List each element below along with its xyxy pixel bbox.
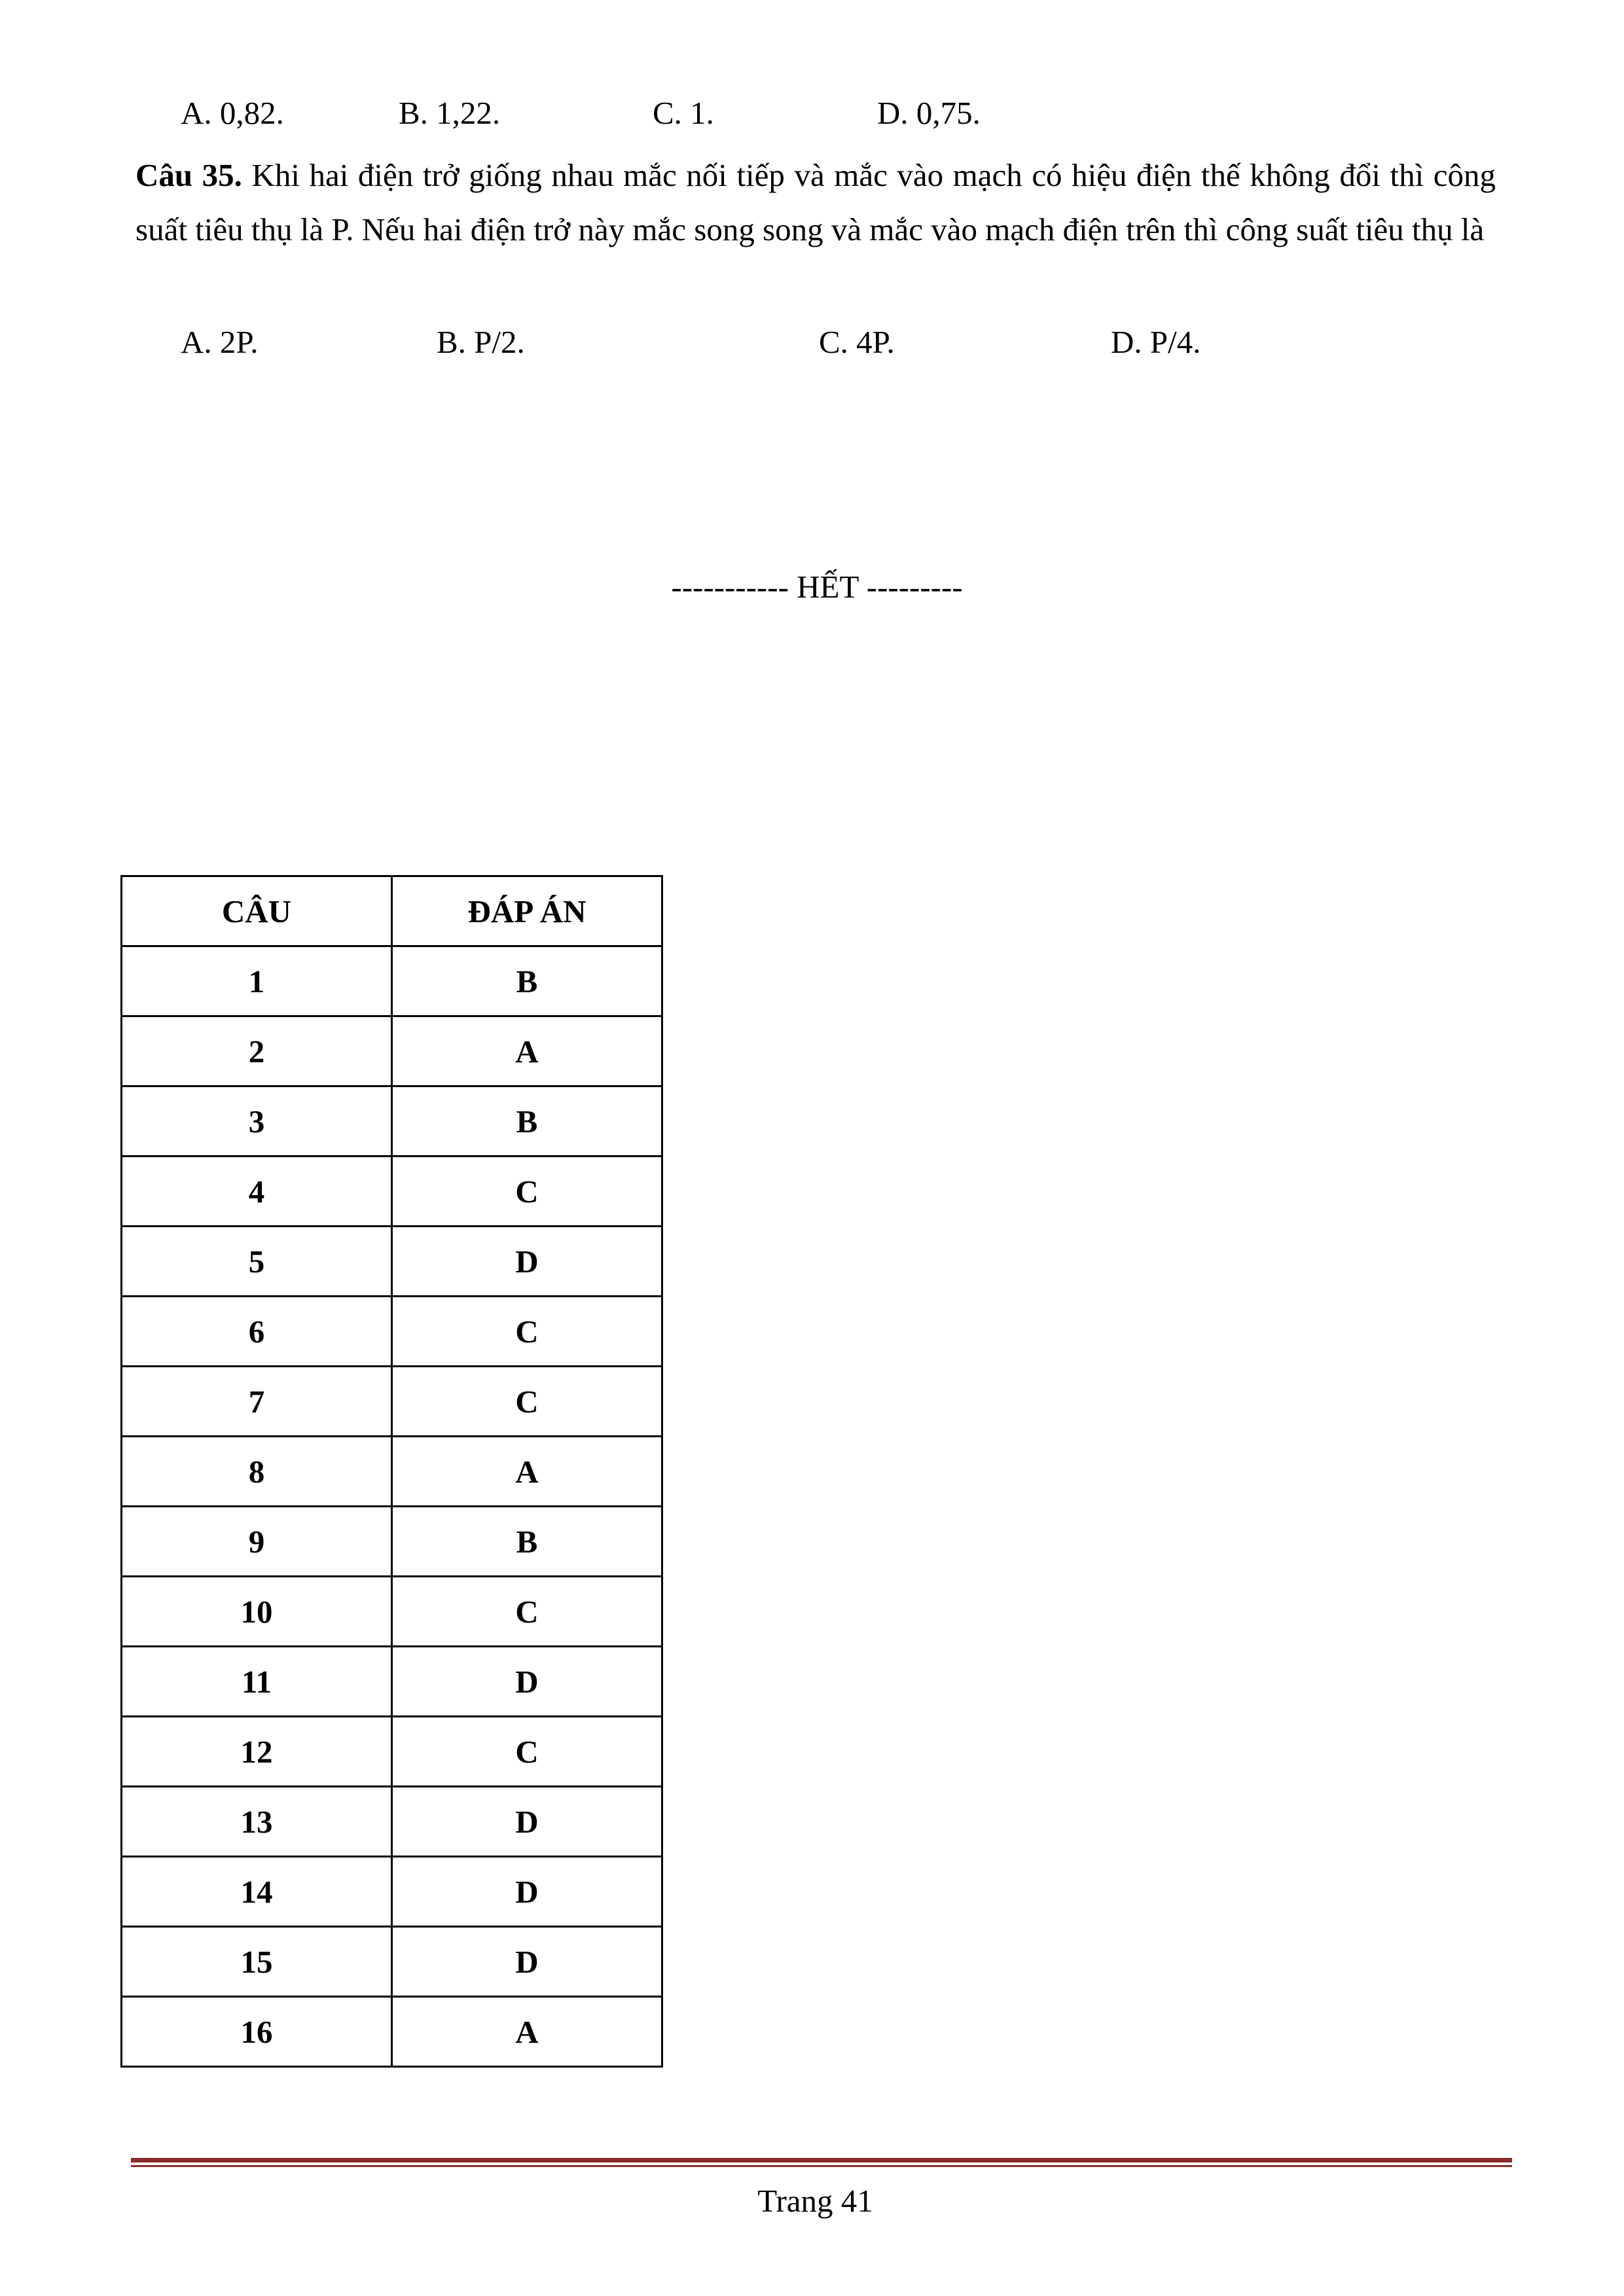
question-number: 4 xyxy=(122,1157,392,1227)
table-row xyxy=(122,1016,662,1086)
question-number: 12 xyxy=(122,1717,392,1787)
question-number: 13 xyxy=(122,1787,392,1857)
question-number: 15 xyxy=(122,1927,392,1997)
q35-option-d: D. P/4. xyxy=(1111,324,1201,360)
question-35-text: Khi hai điện trở giống nhau mắc nối tiếp và mắc vào mạch có hiệu điện thế không đổi thì công suất tiêu thụ là P. Nếu hai điện trở này mắc song song và mắc vào mạch điện trên thì công suất tiêu thụ là xyxy=(135,157,1496,247)
answer-letter: A xyxy=(392,1016,662,1086)
question-number: 9 xyxy=(122,1507,392,1577)
prev-option-b: B. 1,22. xyxy=(399,95,501,131)
answer-letter: D xyxy=(392,1787,662,1857)
table-row xyxy=(122,1857,662,1927)
answer-letter: C xyxy=(392,1577,662,1647)
q35-option-a: A. 2P. xyxy=(181,324,259,360)
question-number: 10 xyxy=(122,1577,392,1647)
answer-letter: D xyxy=(392,1927,662,1997)
table-row xyxy=(122,1717,662,1787)
prev-option-d: D. 0,75. xyxy=(877,95,981,131)
table-row xyxy=(122,1157,662,1227)
question-number: 8 xyxy=(122,1437,392,1507)
table-row xyxy=(122,1997,662,2067)
table-row xyxy=(122,1437,662,1507)
table-row xyxy=(122,1367,662,1437)
header-question: CÂU xyxy=(122,876,392,946)
answer-letter: C xyxy=(392,1157,662,1227)
page-number: Trang 41 xyxy=(757,2183,873,2219)
footer-divider xyxy=(131,2158,1512,2168)
question-number: 2 xyxy=(122,1016,392,1086)
question-number: 6 xyxy=(122,1297,392,1367)
answer-letter: D xyxy=(392,1857,662,1927)
table-row xyxy=(122,1647,662,1717)
question-number: 14 xyxy=(122,1857,392,1927)
answer-letter: A xyxy=(392,1997,662,2067)
header-answer: ĐÁP ÁN xyxy=(392,876,662,946)
answer-letter: B xyxy=(392,946,662,1016)
answer-letter: D xyxy=(392,1227,662,1297)
question-number: 7 xyxy=(122,1367,392,1437)
table-row xyxy=(122,1577,662,1647)
answer-letter: B xyxy=(392,1507,662,1577)
question-35 xyxy=(135,148,1496,257)
q35-option-c: C. 4P. xyxy=(819,324,895,360)
table-row xyxy=(122,946,662,1016)
answer-letter: C xyxy=(392,1297,662,1367)
question-35-label: Câu 35. xyxy=(135,157,242,193)
question-number: 11 xyxy=(122,1647,392,1717)
answer-letter: C xyxy=(392,1367,662,1437)
question-number: 5 xyxy=(122,1227,392,1297)
prev-option-a: A. 0,82. xyxy=(181,95,284,131)
table-row xyxy=(122,1227,662,1297)
table-row xyxy=(122,1507,662,1577)
answer-table-header xyxy=(122,876,662,946)
answer-table xyxy=(120,875,663,2068)
answer-letter: D xyxy=(392,1647,662,1717)
table-row xyxy=(122,1297,662,1367)
answer-letter: C xyxy=(392,1717,662,1787)
footer-divider-thick xyxy=(131,2158,1512,2162)
table-row xyxy=(122,1927,662,1997)
end-mark: ----------- HẾT --------- xyxy=(671,569,963,605)
table-row xyxy=(122,1086,662,1157)
question-number: 1 xyxy=(122,946,392,1016)
question-number: 16 xyxy=(122,1997,392,2067)
prev-option-c: C. 1. xyxy=(653,95,714,131)
question-number: 3 xyxy=(122,1086,392,1157)
answer-letter: B xyxy=(392,1086,662,1157)
q35-option-b: B. P/2. xyxy=(437,324,525,360)
answer-letter: A xyxy=(392,1437,662,1507)
table-row xyxy=(122,1787,662,1857)
footer-divider-thin xyxy=(131,2165,1512,2167)
